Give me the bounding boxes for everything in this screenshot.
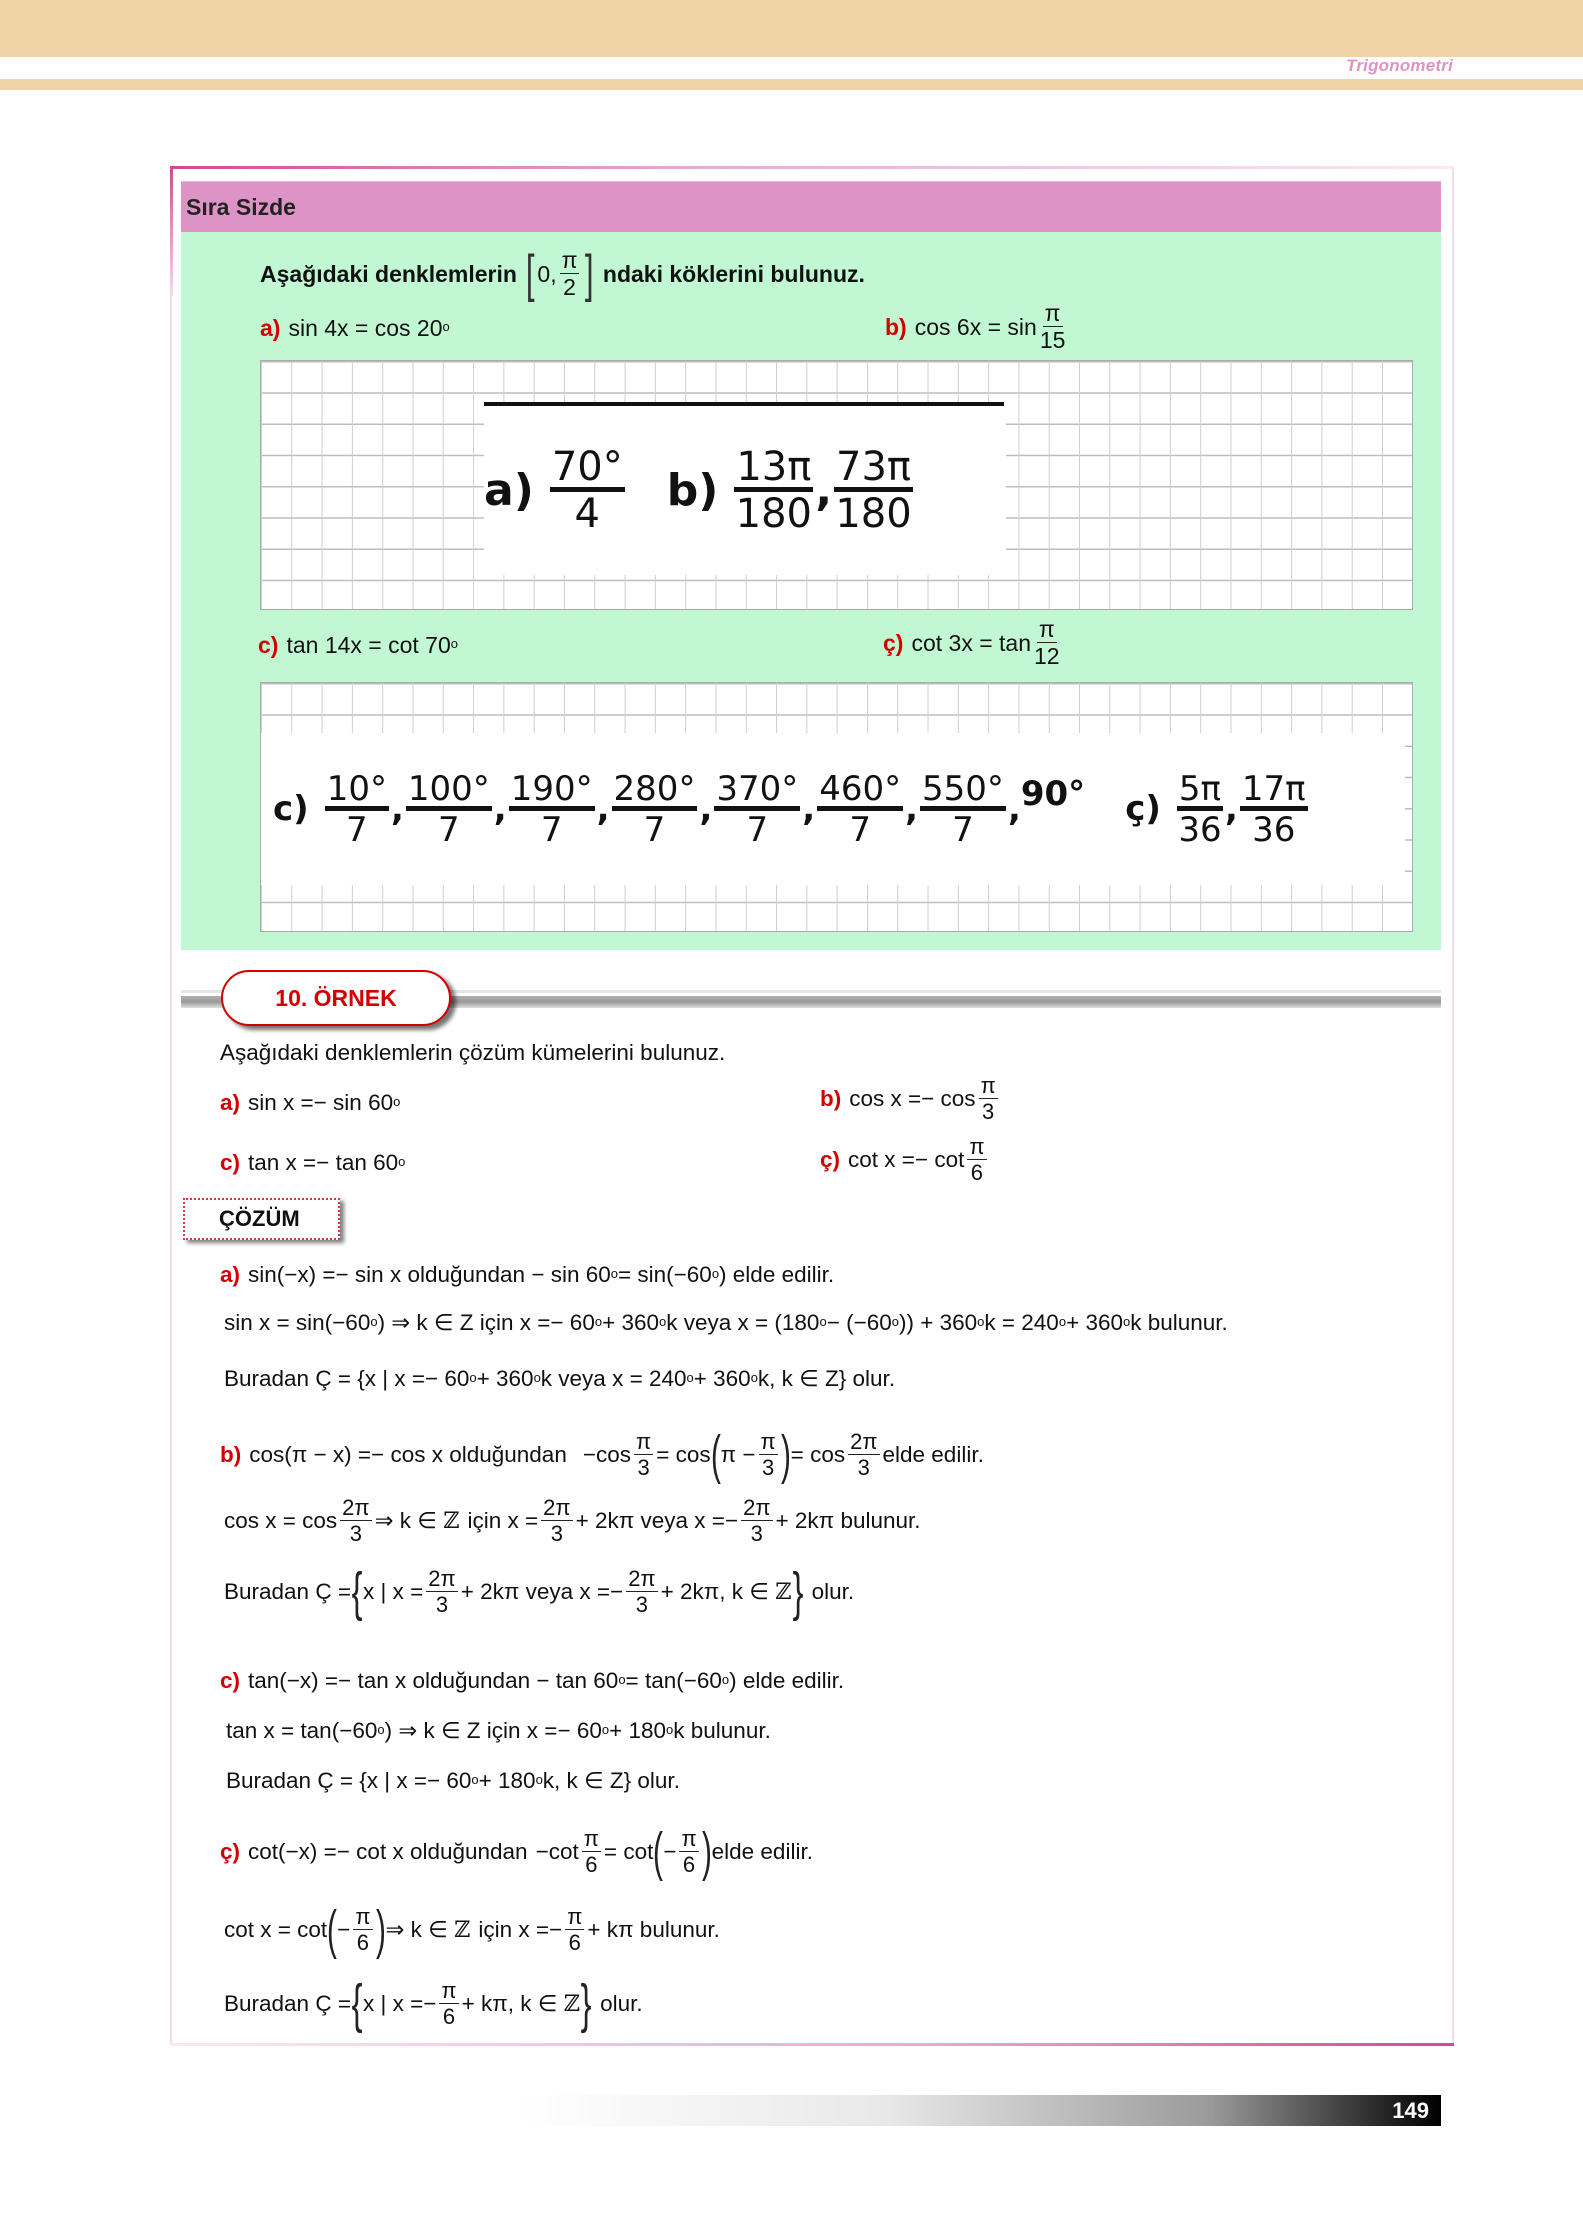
frame-left-border bbox=[170, 166, 173, 296]
example-problem-c: c) tan x =− tan 60 $^o$ bbox=[220, 1150, 406, 1175]
page-number-bar bbox=[520, 2095, 1441, 2126]
solution-cc-line-3: Buradan Ç = { x | x =− $\frac{\pi}{6}$ + kπ, k ∈ ℤ } olur. bbox=[224, 1974, 643, 2034]
solution-badge: ÇÖZÜM bbox=[183, 1198, 340, 1240]
solution-cc-line-2: cot x = cot ( − $\frac{\pi}{6}$ ) ⇒ k ∈ ℤ için x =− $\frac{\pi}{6}$ + kπ bulunur. bbox=[224, 1900, 720, 1960]
solution-b-line-2: cos x = cos $\frac{2\pi}{3}$ ⇒ k ∈ ℤ için x = $\frac{2\pi}{3}$ + 2kπ veya x =− $\frac{2\pi}{3}$ + 2kπ bulunur. bbox=[224, 1495, 921, 1546]
example-problem-a: a) sin x =− sin 60 $^o$ bbox=[220, 1090, 401, 1115]
top-header-line bbox=[0, 79, 1583, 90]
example-problem-cc: ç) cot x =− cot $\frac{\pi}{6}$ bbox=[820, 1134, 985, 1185]
solution-c-line-2: tan x = tan(−60 $^o$ ) ⇒ k ∈ Z için x =− 60 $^o$ + 180 $^o$ k bulunur. bbox=[226, 1718, 771, 1743]
top-header-band bbox=[0, 0, 1583, 57]
exercise-problem-c: c) tan 14x = cot 70 $^o$ bbox=[258, 632, 459, 658]
solution-a-line-3: Buradan Ç = {x | x =− 60 $^o$ + 360 $^o$ k veya x = 240 $^o$ + 360 $^o$ k, k ∈ Z} olur. bbox=[224, 1366, 896, 1391]
frame-top-border bbox=[170, 166, 1454, 169]
exercise-problem-a: a) sin 4x = cos 20 $^o$ bbox=[260, 315, 450, 341]
solution-c-line-3: Buradan Ç = {x | x =− 60 $^o$ + 180 $^o$ k, k ∈ Z} olur. bbox=[226, 1768, 680, 1793]
answer-image-ccc: c) $\frac{10^\circ}{7}$ , $\frac{100^\circ}{7}$ , $\frac{190^\circ}{7}$ , $\frac{280^\circ}{7}$ , $\frac{370^\circ}{7}$ , $\frac{460^\circ}{7}$ , $\frac{550^\circ}{7}$ , 90° ç) $\frac{5\pi}{36}$ , $\frac{17\pi}{36}$ bbox=[261, 733, 1405, 885]
solution-a-line-1: a) sin(−x) =− sin x olduğundan − sin 60 $^o$ = sin(−60 $^o$ ) elde edilir. bbox=[220, 1262, 835, 1287]
chapter-title: Trigonometri bbox=[1346, 56, 1453, 75]
exercise-problem-cc: ç) cot 3x = tan $\frac{\pi}{12}$ bbox=[883, 616, 1060, 669]
exercise-problem-b: b) cos 6x = sin $\frac{\pi}{15}$ bbox=[885, 300, 1066, 353]
solution-cc-line-1: ç) cot(−x) =− cot x olduğundan −cot $\frac{\pi}{6}$ = cot ( − $\frac{\pi}{6}$ ) elde edilir. bbox=[220, 1822, 813, 1882]
example-problem-b: b) cos x =− cos $\frac{\pi}{3}$ bbox=[820, 1073, 996, 1124]
frame-bottom-border bbox=[170, 2043, 1454, 2046]
solution-b-line-1: b) cos(π − x) =− cos x olduğundan −cos $\frac{\pi}{3}$ = cos ( π − $\frac{\pi}{3}$ ) = cos $\frac{2\pi}{3}$ elde edilir. bbox=[220, 1425, 984, 1485]
solution-a-line-2: sin x = sin(−60 $^o$ ) ⇒ k ∈ Z için x =− 60 $^o$ + 360 $^o$ k veya x = (180 $^o$ − (−60 $^o$ )) + 360 $^o$ k = 240 $^o$ + 360 $^o$ k bulunur. bbox=[224, 1310, 1228, 1335]
interval-notation: [ 0 , $\frac{\pi}{2}$ ] bbox=[525, 245, 595, 303]
answer-image-top-rule bbox=[484, 402, 1004, 406]
solution-c-line-1: c) tan(−x) =− tan x olduğundan − tan 60 $^o$ = tan(−60 $^o$ ) elde edilir. bbox=[220, 1668, 845, 1693]
page-number: 149 bbox=[1392, 2098, 1429, 2123]
exercise-instruction: Aşağıdaki denklemlerin [ 0 , $\frac{\pi}{2}$ ] ndaki köklerini bulunuz. bbox=[260, 245, 865, 303]
example-badge: 10. ÖRNEK bbox=[221, 970, 451, 1026]
sira-sizde-header bbox=[181, 181, 1441, 232]
solution-b-line-3: Buradan Ç = { x | x = $\frac{2\pi}{3}$ + 2kπ veya x =− $\frac{2\pi}{3}$ + 2kπ, k ∈ ℤ } olur. bbox=[224, 1562, 855, 1622]
example-prompt: Aşağıdaki denklemlerin çözüm kümelerini bulunuz. bbox=[220, 1040, 726, 1065]
sira-sizde-title: Sıra Sizde bbox=[186, 194, 296, 220]
answer-image-ab: a) $\frac{70^\circ}{4}$ b) $\frac{13\pi}{180}$ , $\frac{73\pi}{180}$ bbox=[484, 405, 1006, 575]
